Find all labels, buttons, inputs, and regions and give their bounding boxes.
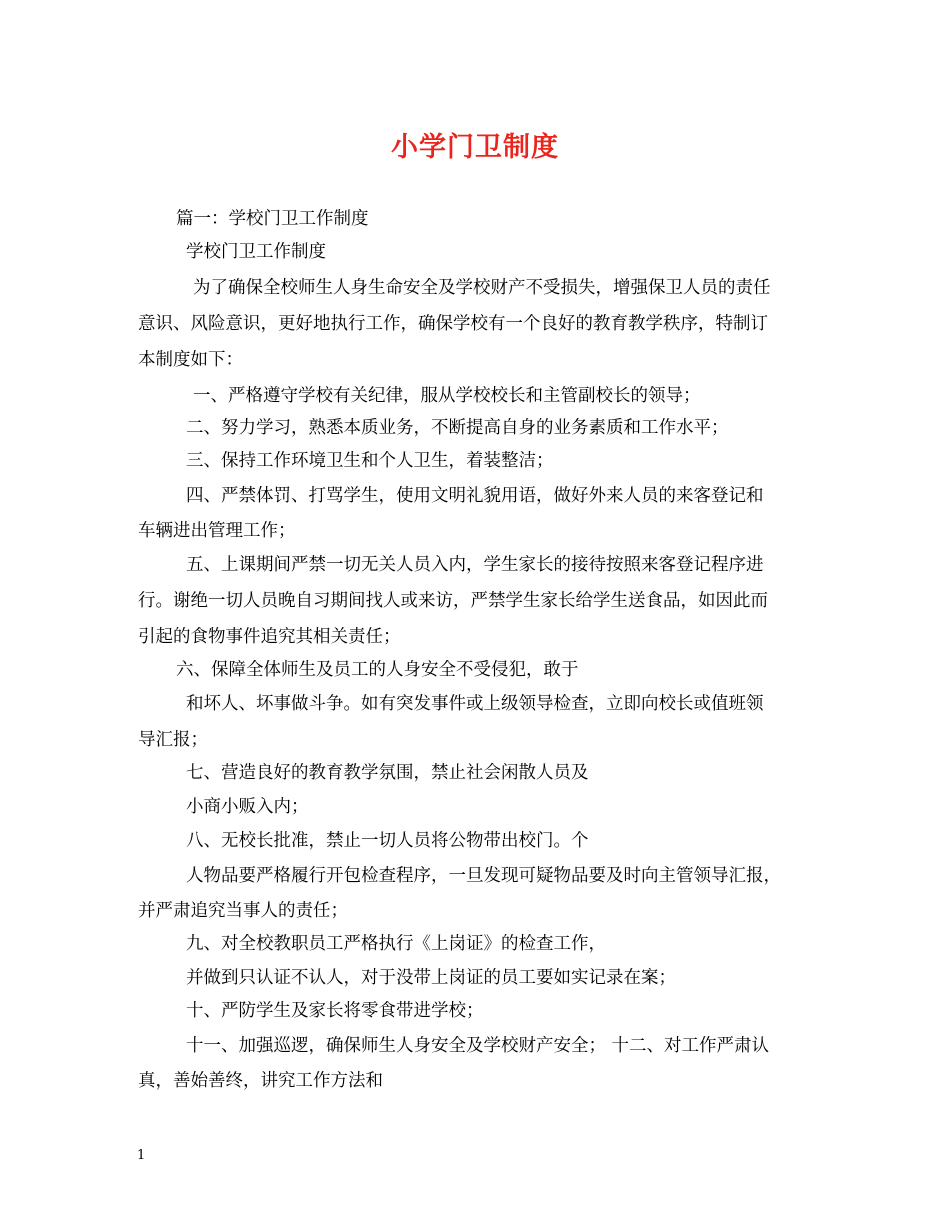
paragraph-line: 车辆进出管理工作；: [138, 521, 296, 541]
paragraph-line: 六、保障全体师生及员工的人身安全不受侵犯，敢于: [176, 660, 579, 680]
paragraph-line: 篇一：学校门卫工作制度: [176, 209, 369, 229]
paragraph-line: 为了确保全校师生人身生命安全及学校财产不受损失，增强保卫人员的责任: [193, 278, 771, 298]
paragraph-line: 十、严防学生及家长将零食带进学校；: [186, 1001, 484, 1021]
document-title: 小学门卫制度: [391, 132, 559, 163]
paragraph-line: 意识、风险意识，更好地执行工作，确保学校有一个良好的教育教学秩序，特制订: [138, 314, 768, 334]
paragraph-line: 九、对全校教职员工严格执行《上岗证》的检查工作，: [186, 934, 606, 954]
paragraph-line: 十一、加强巡逻，确保师生人身安全及学校财产安全； 十二、对工作严肃认: [186, 1036, 770, 1056]
paragraph-line: 一、严格遵守学校有关纪律，服从学校校长和主管副校长的领导；: [193, 386, 701, 406]
paragraph-line: 二、努力学习，熟悉本质业务，不断提高自身的业务素质和工作水平；: [186, 418, 729, 438]
paragraph-line: 导汇报；: [138, 730, 208, 750]
paragraph-line: 并严肃追究当事人的责任；: [138, 901, 348, 921]
paragraph-line: 八、无校长批准，禁止一切人员将公物带出校门。个: [186, 831, 589, 851]
paragraph-line: 真，善始善终，讲究工作方法和: [138, 1071, 383, 1091]
page-number: 1: [137, 1148, 146, 1163]
paragraph-line: 五、上课期间严禁一切无关人员入内，学生家长的接待按照来客登记程序进: [186, 555, 764, 575]
paragraph-line: 本制度如下：: [138, 350, 243, 370]
paragraph-line: 行。谢绝一切人员晚自习期间找人或来访，严禁学生家长给学生送食品，如因此而: [138, 591, 768, 611]
paragraph-line: 和坏人、坏事做斗争。如有突发事件或上级领导检查，立即向校长或值班领: [186, 694, 764, 714]
paragraph-line: 三、保持工作环境卫生和个人卫生，着装整洁；: [186, 451, 554, 471]
paragraph-line: 小商小贩入内；: [186, 797, 309, 817]
paragraph-line: 并做到只认证不认人，对于没带上岗证的员工要如实记录在案；: [186, 968, 676, 988]
paragraph-line: 四、严禁体罚、打骂学生，使用文明礼貌用语，做好外来人员的来客登记和: [186, 486, 764, 506]
paragraph-line: 学校门卫工作制度: [186, 242, 326, 262]
paragraph-line: 人物品要严格履行开包检查程序，一旦发现可疑物品要及时向主管领导汇报，: [186, 866, 781, 886]
paragraph-line: 引起的食物事件追究其相关责任；: [138, 627, 401, 647]
paragraph-line: 七、营造良好的教育教学氛围，禁止社会闲散人员及: [186, 763, 589, 783]
